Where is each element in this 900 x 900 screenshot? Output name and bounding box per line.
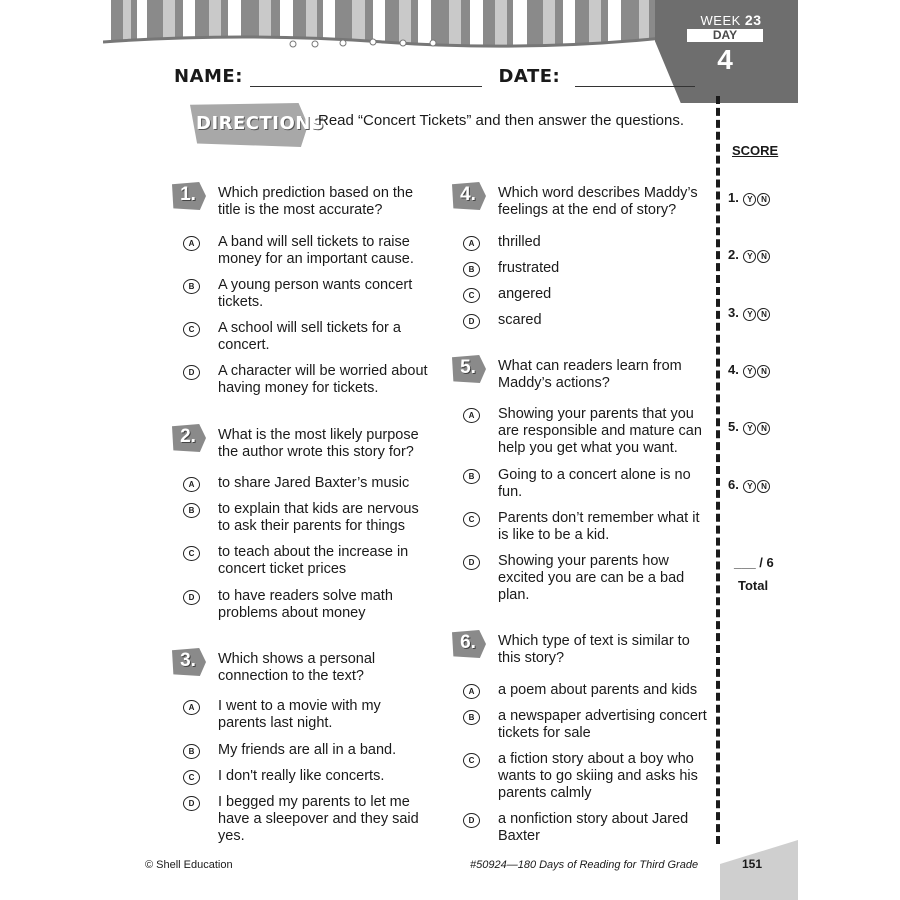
directions-badge-text: DIRECTIONS (196, 113, 325, 134)
answer-bubble[interactable]: C (183, 770, 200, 785)
no-bubble[interactable]: N (757, 193, 770, 206)
answer-option-text: to teach about the increase in concert ticket prices (218, 544, 409, 577)
answer-option-text: a nonfiction story about Jared Baxter (498, 811, 689, 844)
score-item (728, 305, 770, 321)
header-wave (103, 30, 663, 60)
page-number: 151 (742, 857, 763, 871)
question-number: 6. (460, 632, 476, 653)
no-bubble[interactable]: N (757, 308, 770, 321)
score-item (728, 419, 770, 435)
footer-book-title: #50924—180 Days of Reading for Third Grade (470, 859, 699, 871)
answer-option-text: A young person wants concert tickets. (218, 277, 413, 310)
yes-bubble[interactable]: Y (743, 250, 756, 263)
answer-bubble[interactable]: A (463, 408, 480, 423)
answer-bubble[interactable]: B (463, 710, 480, 725)
answer-option-text: Showing your parents that you are responsible and mature can help you get what you want. (498, 406, 702, 456)
answer-bubble[interactable]: C (463, 288, 480, 303)
answer-option-text: Parents don’t remember what it is like to be a kid. (498, 510, 700, 543)
answer-bubble[interactable]: A (183, 700, 200, 715)
answer-option-text: to share Jared Baxter’s music (218, 475, 410, 491)
score-heading: SCORE (732, 143, 779, 158)
yes-bubble[interactable]: Y (743, 308, 756, 321)
question-number-badge (172, 648, 206, 676)
answer-option-text: thrilled (498, 234, 541, 250)
answer-bubble[interactable]: B (463, 469, 480, 484)
answer-bubble[interactable]: C (463, 753, 480, 768)
question-number-badge (172, 182, 206, 210)
answer-bubble[interactable]: D (463, 314, 480, 329)
question-number-badge (452, 630, 486, 658)
directions-badge (190, 103, 325, 147)
question-number: 5. (460, 357, 476, 378)
answer-option-text: frustrated (498, 260, 560, 276)
answer-option-text: a newspaper advertising concert tickets for sale (498, 708, 707, 741)
answer-option-text: I begged my parents to let me have a sleepover and they said yes. (218, 794, 419, 844)
yes-bubble[interactable]: Y (743, 365, 756, 378)
no-bubble[interactable]: N (757, 480, 770, 493)
answer-option-text: A character will be worried about having money for tickets. (218, 363, 428, 396)
question-number: 4. (460, 184, 476, 205)
answer-bubble[interactable]: D (183, 590, 200, 605)
answer-bubble[interactable]: B (463, 262, 480, 277)
answer-option-text: a poem about parents and kids (498, 682, 698, 698)
answer-bubble[interactable]: B (183, 279, 200, 294)
score-item (728, 190, 770, 206)
answer-bubble[interactable]: B (183, 503, 200, 518)
total-score: ___ / 6 (734, 555, 774, 570)
answer-bubble[interactable]: D (463, 555, 480, 570)
yes-bubble[interactable]: Y (743, 422, 756, 435)
answer-option-text: Showing your parents how excited you are can be a bad plan. (498, 553, 685, 603)
answer-option-text: A school will sell tickets for a concert. (218, 320, 401, 353)
answer-option-text: Going to a concert alone is no fun. (498, 467, 691, 500)
date-field[interactable] (575, 72, 695, 87)
answer-bubble[interactable]: D (463, 813, 480, 828)
no-bubble[interactable]: N (757, 250, 770, 263)
question-text: Which type of text is similar to this story? (498, 633, 690, 666)
question-text: Which prediction based on the title is the most accurate? (218, 185, 414, 218)
answer-bubble[interactable]: D (183, 365, 200, 380)
answer-bubble[interactable]: C (463, 512, 480, 527)
score-item (728, 362, 770, 378)
yes-bubble[interactable]: Y (743, 193, 756, 206)
answer-option-text: I went to a movie with my parents last night. (218, 698, 381, 731)
answer-option-text: I don't really like concerts. (218, 768, 385, 784)
score-item-number: 4. (728, 361, 739, 377)
answer-bubble[interactable]: C (183, 322, 200, 337)
score-item-number: 6. (728, 476, 739, 492)
answer-bubble[interactable]: D (183, 796, 200, 811)
week-day-tab (655, 0, 798, 103)
answer-bubble[interactable]: A (463, 236, 480, 251)
day-label: DAY (687, 29, 763, 42)
directions-text: Read “Concert Tickets” and then answer the questions. (318, 112, 685, 129)
question-number: 2. (180, 426, 196, 447)
answer-bubble[interactable]: B (183, 744, 200, 759)
question-text: Which word describes Maddy’s feelings at the end of story? (498, 185, 698, 218)
date-label: DATE: (498, 66, 561, 87)
no-bubble[interactable]: N (757, 365, 770, 378)
question-text: Which shows a personal connection to the text? (218, 651, 376, 684)
score-item-number: 1. (728, 190, 739, 205)
no-bubble[interactable]: N (757, 422, 770, 435)
score-item-number: 3. (728, 304, 739, 320)
answer-option-text: A band will sell tickets to raise money for an important cause. (218, 234, 414, 267)
yes-bubble[interactable]: Y (743, 480, 756, 493)
score-item-number: 2. (728, 247, 739, 263)
question-number-badge (172, 424, 206, 452)
name-label: NAME: (174, 66, 243, 87)
name-field[interactable] (250, 72, 482, 87)
answer-bubble[interactable]: A (183, 477, 200, 492)
day-number: 4 (717, 44, 733, 75)
week-label (691, 12, 771, 28)
name-date-row (174, 66, 695, 87)
score-item (728, 247, 770, 263)
footer-publisher: © Shell Education (145, 859, 233, 871)
answer-option-text: a fiction story about a boy who wants to go skiing and asks his parents calmly (498, 751, 698, 801)
question-number-badge (452, 182, 486, 210)
answer-option-text: My friends are all in a band. (218, 742, 397, 758)
score-item (728, 477, 770, 493)
question-text: What is the most likely purpose the author wrote this story for? (218, 427, 419, 460)
answer-option-text: angered (498, 286, 552, 302)
score-item-number: 5. (728, 419, 739, 435)
score-divider (716, 96, 720, 844)
question-text: What can readers learn from Maddy’s actions? (498, 358, 682, 391)
total-label: Total (738, 578, 769, 593)
answer-bubble[interactable]: A (463, 684, 480, 699)
week-text: WEEK (700, 13, 741, 28)
answer-option-text: to have readers solve math problems about money (218, 588, 393, 621)
answer-bubble[interactable]: C (183, 546, 200, 561)
week-number: 23 (744, 12, 762, 28)
question-number-badge (452, 355, 486, 383)
answer-option-text: to explain that kids are nervous to ask their parents for things (218, 501, 419, 534)
answer-bubble[interactable]: A (183, 236, 200, 251)
question-number: 1. (180, 184, 196, 205)
answer-option-text: scared (498, 312, 542, 328)
question-number: 3. (180, 650, 196, 671)
